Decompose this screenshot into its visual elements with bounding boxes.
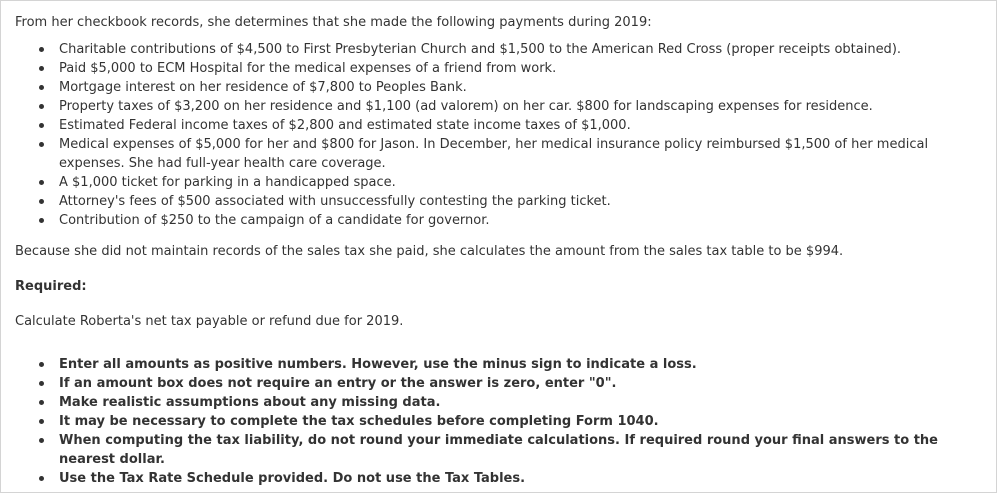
payments-list [15, 40, 996, 230]
payment-item: Medical expenses of $5,000 for her and $800 for Jason. In December, her medical insurance policy reimbursed $1,500 of her medical expenses. She had full-year health care coverage. [15, 135, 996, 173]
instruction-item: Enter all amounts as positive numbers. However, use the minus sign to indicate a loss. [15, 355, 996, 374]
payment-item: Estimated Federal income taxes of $2,800 and estimated state income taxes of $1,000. [15, 116, 996, 135]
payment-item: Property taxes of $3,200 on her residence and $1,100 (ad valorem) on her car. $800 for landscaping expenses for residence. [15, 97, 996, 116]
intro-text: From her checkbook records, she determines that she made the following payments during 2019: [15, 15, 652, 30]
instruction-item: When computing the tax liability, do not round your immediate calculations. If required round your final answers to the nearest dollar. [15, 431, 996, 469]
instruction-item: If an amount box does not require an entry or the answer is zero, enter "0". [15, 374, 996, 393]
calculation-instruction: Calculate Roberta's net tax payable or refund due for 2019. [15, 314, 404, 329]
required-heading: Required: [15, 279, 87, 294]
payment-item: Paid $5,000 to ECM Hospital for the medical expenses of a friend from work. [15, 59, 996, 78]
instructions-list [15, 355, 996, 488]
payment-item: Contribution of $250 to the campaign of a candidate for governor. [15, 211, 996, 230]
payment-item: Attorney's fees of $500 associated with unsuccessfully contesting the parking ticket. [15, 192, 996, 211]
instruction-item: It may be necessary to complete the tax schedules before completing Form 1040. [15, 412, 996, 431]
sales-tax-text: Because she did not maintain records of the sales tax she paid, she calculates the amount from the sales tax table to be $994. [15, 244, 844, 259]
instruction-item: Use the Tax Rate Schedule provided. Do not use the Tax Tables. [15, 469, 996, 488]
payment-item: Mortgage interest on her residence of $7,800 to Peoples Bank. [15, 78, 996, 97]
instruction-item: Make realistic assumptions about any missing data. [15, 393, 996, 412]
payment-item: A $1,000 ticket for parking in a handicapped space. [15, 173, 996, 192]
payment-item: Charitable contributions of $4,500 to First Presbyterian Church and $1,500 to the American Red Cross (proper receipts obtained). [15, 40, 996, 59]
